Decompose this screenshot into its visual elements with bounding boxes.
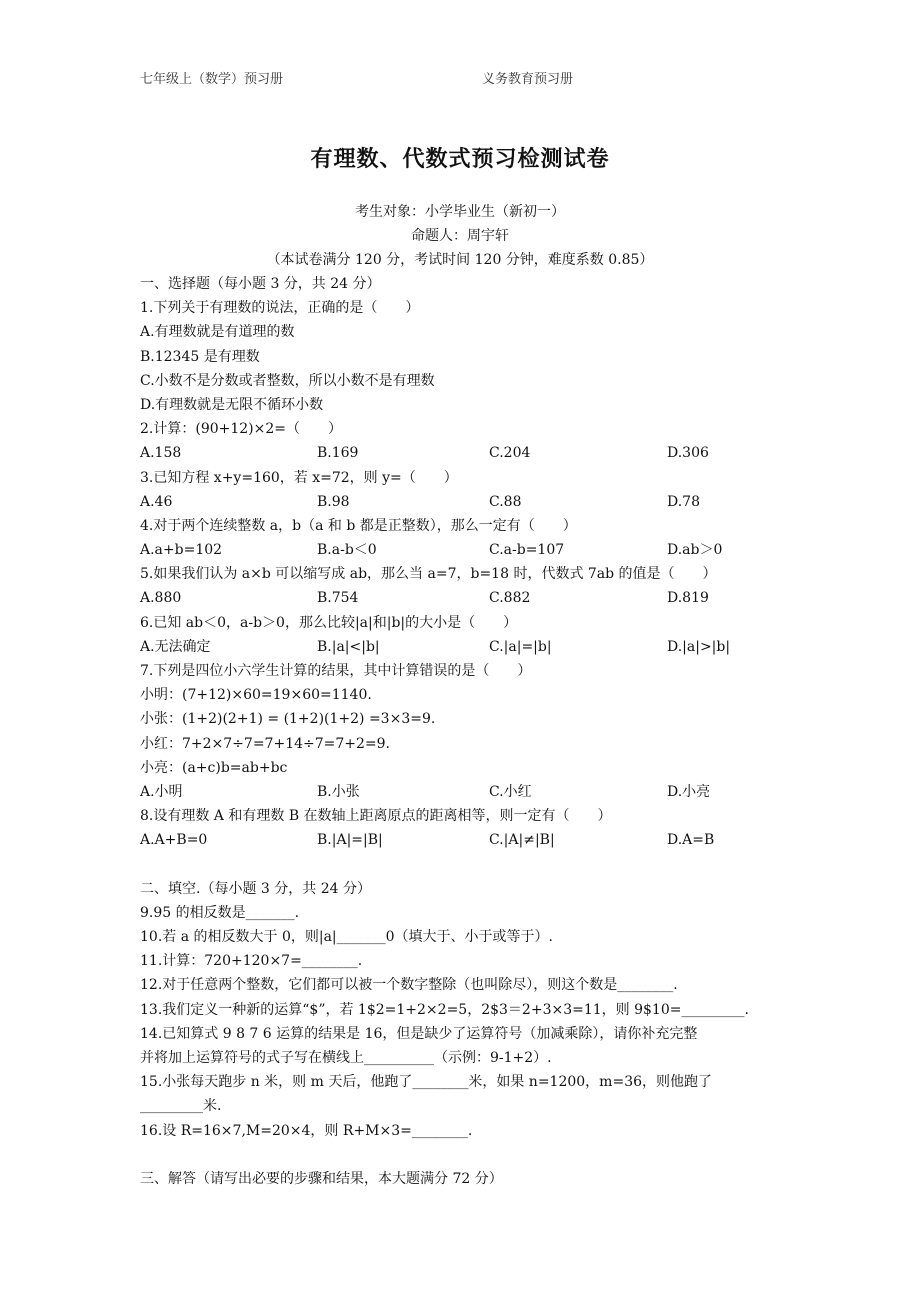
q5-option-c: C.882: [489, 590, 531, 607]
q6-option-a: A.无法确定: [140, 638, 211, 655]
q4-options: [140, 538, 800, 562]
q3-options: [140, 490, 800, 514]
q7-line-3: 小红：7+2×7÷7=7+14÷7=7+2=9.: [140, 735, 391, 752]
q14-line-2: 并将加上运算符号的式子写在横线上__________（示例：9-1+2）.: [140, 1050, 552, 1066]
q13: 13.我们定义一种新的运算“$”，若 1$2=1+2×2=5，2$3＝2+3×3=11，则 9$10=_________.: [140, 1001, 749, 1018]
q3-option-c: C.88: [489, 493, 522, 510]
exam-body: [140, 272, 800, 1191]
q7-option-b: B.小张: [317, 783, 360, 800]
q1-option-b: B.12345 是有理数: [140, 348, 260, 365]
q7-line-2: 小张：(1+2)(2+1) = (1+2)(1+2) =3×3=9.: [140, 711, 436, 728]
spacer: [140, 853, 800, 877]
q1-option-a: A.有理数就是有道理的数: [140, 324, 295, 341]
q5-option-a: A.880: [140, 590, 182, 607]
q6-option-b: B.|a|<|b|: [317, 638, 380, 655]
section3-heading: 三、解答（请写出必要的步骤和结果，本大题满分 72 分）: [140, 1170, 503, 1187]
q2-options: [140, 441, 800, 465]
section1-heading: 一、选择题（每小题 3 分，共 24 分）: [140, 276, 381, 292]
q3-stem: 3.已知方程 x+y=160，若 x=72，则 y=（ ）: [140, 469, 458, 486]
q10: 10.若 a 的相反数大于 0，则|a|_______0（填大于、小于或等于）.: [140, 929, 554, 946]
q8-option-d: D.A=B: [667, 832, 715, 849]
q7-option-c: C.小红: [489, 783, 532, 800]
q6-options: [140, 635, 800, 659]
q7-options: [140, 780, 800, 804]
q5-options: [140, 586, 800, 610]
header-left: 七年级上（数学）预习册: [140, 72, 284, 87]
q7-line-4: 小亮：(a+c)b=ab+bc: [140, 759, 288, 776]
q3-option-a: A.46: [140, 493, 173, 510]
q3-option-b: B.98: [317, 493, 350, 510]
q7-option-a: A.小明: [140, 783, 183, 800]
q15-line-1: 15.小张每天跑步 n 米，则 m 天后，他跑了________米，如果 n=1200，m=36，则他跑了: [140, 1074, 713, 1091]
q8-option-c: C.|A|≠|B|: [489, 832, 555, 849]
q8-stem: 8.设有理数 A 和有理数 B 在数轴上距离原点的距离相等，则一定有（ ）: [140, 808, 612, 825]
q1-stem: 1.下列关于有理数的说法，正确的是（ ）: [140, 300, 420, 317]
header-right: 义务教育预习册: [482, 72, 574, 87]
q2-option-b: B.169: [317, 445, 359, 462]
exam-author: 命题人：周宇轩: [411, 228, 509, 244]
spacer: [140, 1143, 800, 1167]
q5-stem: 5.如果我们认为 a×b 可以缩写成 ab，那么当 a=7，b=18 时，代数式 7ab 的值是（ ）: [140, 566, 717, 583]
q7-stem: 7.下列是四位小六学生计算的结果，其中计算错误的是（ ）: [140, 663, 532, 679]
q11: 11.计算：720+120×7=________.: [140, 953, 363, 970]
q7-option-d: D.小亮: [667, 783, 711, 800]
q4-option-c: C.a-b=107: [489, 542, 565, 559]
q2-option-c: C.204: [489, 445, 531, 462]
q12: 12.对于任意两个整数，它们都可以被一个数字整除（也叫除尽），则这个数是________.: [140, 977, 678, 994]
q14-line-1: 14.已知算式 9 8 7 6 运算的结果是 16，但是缺少了运算符号（加减乘除），请你补充完整: [140, 1025, 698, 1042]
q15-line-2: _________米.: [140, 1098, 222, 1115]
section2-heading: 二、填空.（每小题 3 分，共 24 分）: [140, 880, 371, 897]
q4-option-a: A.a+b=102: [140, 542, 223, 559]
page-title: 有理数、代数式预习检测试卷: [310, 146, 610, 172]
q5-option-d: D.819: [667, 590, 709, 607]
q6-stem: 6.已知 ab＜0，a-b＞0，那么比较|a|和|b|的大小是（ ）: [140, 614, 518, 631]
q8-options: [140, 828, 800, 852]
q2-option-a: A.158: [140, 445, 182, 462]
q9: 9.95 的相反数是_______.: [140, 904, 300, 921]
q8-option-b: B.|A|=|B|: [317, 832, 383, 849]
q4-stem: 4.对于两个连续整数 a，b（a 和 b 都是正整数），那么一定有（ ）: [140, 517, 577, 534]
q5-option-b: B.754: [317, 590, 359, 607]
q8-option-a: A.A+B=0: [140, 832, 208, 849]
q7-line-1: 小明：(7+12)×60=19×60=1140.: [140, 687, 372, 704]
q4-option-b: B.a-b＜0: [317, 542, 377, 559]
q1-option-d: D.有理数就是无限不循环小数: [140, 396, 324, 413]
exam-note: （本试卷满分 120 分，考试时间 120 分钟，难度系数 0.85）: [266, 252, 654, 268]
q4-option-d: D.ab＞0: [667, 542, 723, 559]
q1-option-c: C.小数不是分数或者整数，所以小数不是有理数: [140, 372, 435, 389]
q6-option-c: C.|a|=|b|: [489, 638, 552, 655]
q6-option-d: D.|a|>|b|: [667, 638, 731, 655]
q3-option-d: D.78: [667, 493, 700, 510]
q2-stem: 2.计算：(90+12)×2=（ ）: [140, 421, 343, 438]
q16: 16.设 R=16×7,M=20×4，则 R+M×3=________.: [140, 1122, 473, 1139]
exam-target: 考生对象：小学毕业生（新初一）: [355, 204, 565, 220]
q2-option-d: D.306: [667, 445, 709, 462]
